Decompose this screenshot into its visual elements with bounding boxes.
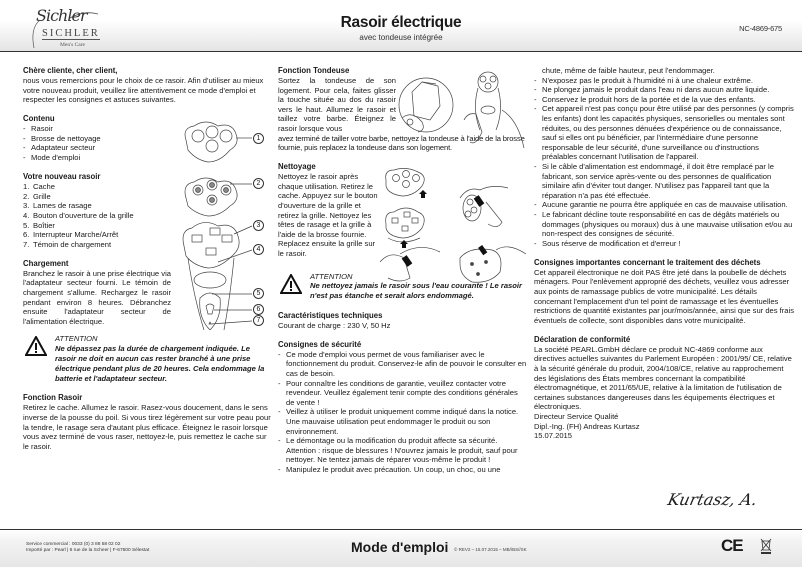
callout-6: 6 <box>253 304 264 315</box>
logo-brand: SICHLER <box>42 28 100 39</box>
ce-mark-icon: CE <box>721 536 743 555</box>
mode-emploi-label: Mode d'emploi <box>351 539 449 555</box>
footer-contact <box>26 542 149 554</box>
list-item: 2. Grille <box>23 191 51 201</box>
callout-5: 5 <box>253 288 264 299</box>
logo-script: Sichler <box>36 6 87 25</box>
list-item: - Ce mode d'emploi vous permet de vous familiariser avec le fonctionnement du produit. Conservez-le afin de pouvoir le consulter en cas de besoin. <box>278 350 528 379</box>
signature: Kurtasz, A. <box>665 490 760 509</box>
waste-title: Consignes importantes concernant le traitement des déchets <box>534 257 761 267</box>
column-3 <box>534 66 796 441</box>
list-item: - Adaptateur secteur <box>23 143 271 153</box>
list-item: 7. Témoin de chargement <box>23 239 112 249</box>
safety-continued-text: chute, même de faible hauteur, peut l'endommager. <box>542 66 715 75</box>
contents-title: Contenu <box>23 114 55 124</box>
trimmer-function-text: Sortez la tondeuse de son logement. Pour cela, faites glisser la touche située au dos du rasoir vers le haut. Allumez le rasoir et taillez votre barbe. Éteignez le rasoir lorsque vous <box>278 76 396 133</box>
page-title: Rasoir électrique <box>340 14 462 31</box>
signer-role: Directeur Service Qualité <box>534 412 619 421</box>
importer-line: Importé par : Pearl | 6 rue de la Scheer | F-67600 Sélestat <box>26 548 150 553</box>
callout-3: 3 <box>253 220 264 231</box>
conformity-text: La société PEARL.GmbH déclare ce produit NC-4869 conforme aux directives actuelles suivantes du Parlement Européen : 2001/95/ CE, relative à la sécurité générale du produit, 2004/108/CE, relative au rapprochement des législations des États membres concernant la compatibilité électromagnétique, et 2011/65/UE, relative à la limitation de l'utilisation de certaines substances dangereuses dans les équipements électriques et électroniques. <box>534 344 792 412</box>
list-item: - Ne plongez jamais le produit dans l'eau ni dans aucun autre liquide. <box>534 85 796 95</box>
list-item: 3. Lames de rasage <box>23 201 92 211</box>
list-item: - Sous réserve de modification et d'erreur ! <box>534 239 796 249</box>
list-item: - Manipulez le produit avec précaution. Un coup, un choc, ou une <box>278 465 528 475</box>
list-item: 6. Interrupteur Marche/Arrêt <box>23 230 119 240</box>
list-item: - Conservez le produit hors de la portée et de la vue des enfants. <box>534 95 796 105</box>
list-item: 4. Bouton d'ouverture de la grille <box>23 210 134 220</box>
parts-title: Votre nouveau rasoir <box>23 172 101 182</box>
conformity-title: Déclaration de conformité <box>534 334 631 344</box>
callout-2: 2 <box>253 178 264 189</box>
list-item: - Brosse de nettoyage <box>23 134 271 144</box>
shaver-function-text: Retirez le cache. Allumez le rasoir. Rasez-vous doucement, dans le sens inverse de la pousse du poil. Si vous tirez légèrement sur votre peau pour la tendre, le rasage sera d'autant plus efficace. Éteignez le rasoir lorsque vous avez terminé de vous raser, nettoyez-le, puis remettez le cache sur le rasoir. <box>23 403 271 451</box>
revision-label: © REV2 – 15.07.2015 – MB//BS//SK <box>454 547 527 552</box>
charging-title: Chargement <box>23 258 69 268</box>
trimmer-function-title: Fonction Tondeuse <box>278 66 350 75</box>
list-item: - N'exposez pas le produit à l'humidité ni à une chaleur extrême. <box>534 76 796 86</box>
attention-text: Ne nettoyez jamais le rasoir sous l'eau courante ! Le rasoir n'est pas étanche et serait alors endommagé. <box>310 281 522 301</box>
warning-triangle-icon <box>25 336 47 356</box>
crossed-out-wheelie-bin-icon <box>760 538 772 554</box>
list-item: - Aucune garantie ne pourra être appliquée en cas de mauvaise utilisation. <box>534 200 796 210</box>
safety-title: Consignes de sécurité <box>278 339 362 349</box>
shaver-function-title: Fonction Rasoir <box>23 393 83 403</box>
specs-text: Courant de charge : 230 V, 50 Hz <box>278 320 391 330</box>
greeting-text: nous vous remercions pour le choix de ce rasoir. Afin d'utiliser au mieux votre nouveau produit, veuillez lire attentivement ce mode d'emploi et respecter les consignes et astuces suivantes. <box>23 76 264 105</box>
warning-triangle-icon <box>280 274 302 294</box>
list-item: - Le fabricant décline toute responsabilité en cas de dégâts matériels ou dommages (physiques ou moraux) dus à une mauvaise utilisation et/ou au non-respect des consignes de sécurité. <box>534 210 796 239</box>
list-item: - Cet appareil n'est pas conçu pour être utilisé par des personnes (y compris les enfants) dont les capacités physiques, sensorielles ou mentales sont réduites, ou des personnes dénuées d'expérience ou de connaissance, sauf si elles ont pu bénéficier, par l'intermédiaire d'une personne responsable de leur sécurité, d'une surveillance ou d'instructions préalables concernant l'utilisation de l'appareil. <box>534 104 796 162</box>
cleaning-text: Nettoyez le rasoir après chaque utilisation. Retirez le cache. Appuyez sur le bouton d'ouverture de la grille et retirez la grille. Nettoyez les têtes de rasage et la grille à l'aide de la brosse fournie. Replacez ensuite la grille sur le rasoir. <box>278 172 378 258</box>
page-footer <box>0 529 802 567</box>
page-header <box>0 0 802 52</box>
specs-title: Caractéristiques techniques <box>278 310 383 320</box>
list-item: - Si le câble d'alimentation est endommagé, il doit être remplacé par le fabricant, son service après-vente ou des personnes de qualification similaire afin d'éviter tout danger. N'utilisez pas l'appareil tant que la réparation n'a pas été effectuée. <box>534 162 796 200</box>
trimmer-illustrations <box>398 70 528 160</box>
attention-charging <box>23 334 271 384</box>
callout-1: 1 <box>253 133 264 144</box>
logo-tagline: Men's Care <box>60 42 85 48</box>
title-block <box>0 14 802 42</box>
trimmer-function-text-continued: avez terminé de tailler votre barbe, nettoyez la tondeuse à l'aide de la brosse fournie, puis replacez la tondeuse dans son logement. <box>278 133 525 153</box>
list-item: 1. Cache <box>23 182 55 192</box>
cleaning-title: Nettoyage <box>278 162 316 172</box>
signer-name: Dipl.-Ing. (FH) Andreas Kurtasz <box>534 421 640 431</box>
cleaning-illustrations <box>380 168 530 286</box>
safety-list-continued <box>534 76 796 249</box>
list-item: - Le démontage ou la modification du produit affecte sa sécurité. Attention : risque de blessures ! N'ouvrez jamais le produit, sauf pour nettoyer. Ne tentez jamais de réparer vous-même le produit ! <box>278 436 528 465</box>
sales-service-line: Service commercial : 0033 (0) 3 88 58 02 02 <box>26 542 121 547</box>
list-item: - Rasoir <box>23 124 271 134</box>
signer-date: 15.07.2015 <box>534 431 573 441</box>
shaver-exploded-diagram <box>178 118 260 330</box>
greeting-title: Chère cliente, cher client, <box>23 66 118 75</box>
waste-text: Cet appareil électronique ne doit PAS être jeté dans la poubelle de déchets ménagers. Pour l'enlèvement approprié des déchets, veuillez vous adresser aux points de ramassage publics de votre municipalité. Les détails concernant l'emplacement d'un tel point de ramassage et les éventuelles restrictions de quantité existantes par jour/mois/année, ainsi que sur des frais éventuels de collecte, sont disponibles dans votre municipalité. <box>534 267 795 325</box>
list-item: - Mode d'emploi <box>23 153 271 163</box>
list-item: - Veillez à utiliser le produit uniquement comme indiqué dans la notice. Une mauvaise utilisation peut endommager le produit ou son environnement. <box>278 407 528 436</box>
callout-7: 7 <box>253 315 264 326</box>
list-item: 5. Boîtier <box>23 220 55 230</box>
attention-title: ATTENTION <box>55 334 98 344</box>
charging-text: Branchez le rasoir à une prise électrique via l'adaptateur secteur fourni. Le témoin de chargement s'allume. Rechargez le rasoir pendant environ 8 heures. Débranchez ensuite l'adaptateur secteur de l'alimentation électrique. <box>23 268 171 326</box>
safety-list <box>278 350 528 475</box>
list-item: - Pour connaître les conditions de garantie, veuillez contacter votre revendeur. Veuillez également tenir compte des conditions générales de vente ! <box>278 379 528 408</box>
attention-text: Ne dépassez pas la durée de chargement indiquée. Le rasoir ne doit en aucun cas rester branché à une prise électrique pendant plus de 20 heures. Cela endommage la batterie et l'adaptateur secteur. <box>55 343 265 383</box>
page-subtitle: avec tondeuse intégrée <box>359 33 443 42</box>
product-code: NC-4869-675 <box>739 24 782 33</box>
attention-title: ATTENTION <box>310 271 353 281</box>
callout-4: 4 <box>253 244 264 255</box>
